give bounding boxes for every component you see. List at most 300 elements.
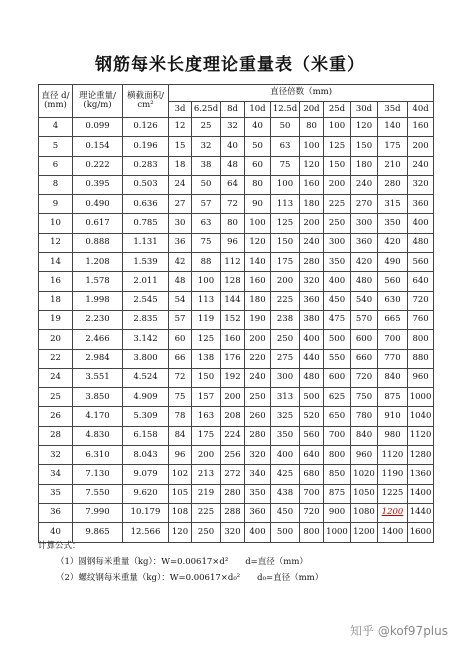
table-cell: 650: [324, 407, 351, 426]
table-cell: 32: [192, 137, 221, 156]
table-cell: 38: [192, 156, 221, 175]
table-cell: 6: [39, 156, 73, 175]
table-cell: 100: [192, 272, 221, 291]
table-cell: 160: [408, 118, 434, 137]
table-cell: 1200: [378, 503, 408, 522]
table-cell: 2.984: [73, 349, 123, 368]
table-cell: 475: [324, 310, 351, 329]
table-cell: 34: [39, 465, 73, 484]
table-cell: 160: [221, 330, 245, 349]
table-cell: 880: [408, 349, 434, 368]
table-cell: 380: [300, 310, 324, 329]
table-cell: 160: [245, 272, 271, 291]
table-cell: 80: [300, 118, 324, 137]
table-cell: 152: [221, 310, 245, 329]
table-cell: 102: [169, 465, 192, 484]
table-cell: 275: [271, 349, 300, 368]
table-cell: 840: [378, 368, 408, 387]
table-cell: 12: [39, 233, 73, 252]
table-cell: 560: [408, 253, 434, 272]
table-cell: 875: [324, 484, 351, 503]
table-cell: 600: [351, 330, 378, 349]
table-cell: 570: [351, 310, 378, 329]
table-row: [39, 175, 434, 194]
table-cell: 113: [271, 195, 300, 214]
table-cell: 63: [271, 137, 300, 156]
table-cell: 250: [245, 388, 271, 407]
table-cell: 2.545: [123, 291, 169, 310]
header-multiple-col: 40d: [408, 102, 434, 118]
table-cell: 350: [324, 253, 351, 272]
header-area: 横截面积/ cm²: [123, 85, 169, 118]
table-cell: 208: [221, 407, 245, 426]
table-cell: 0.888: [73, 233, 123, 252]
table-cell: 75: [192, 233, 221, 252]
table-cell: 54: [169, 291, 192, 310]
header-multiple-col: 20d: [300, 102, 324, 118]
table-cell: 1400: [408, 484, 434, 503]
table-row: [39, 407, 434, 426]
table-row: [39, 426, 434, 445]
table-cell: 50: [245, 137, 271, 156]
table-cell: 3.142: [123, 330, 169, 349]
table-cell: 300: [324, 233, 351, 252]
table-cell: 480: [408, 233, 434, 252]
table-cell: 200: [324, 175, 351, 194]
table-cell: 400: [245, 523, 271, 542]
table-cell: 163: [192, 407, 221, 426]
header-diameter: 直径 d/ (mm): [39, 85, 73, 118]
table-cell: 35: [39, 484, 73, 503]
table-cell: 8.043: [123, 446, 169, 465]
table-cell: 0.283: [123, 156, 169, 175]
table-cell: 665: [378, 310, 408, 329]
table-row: [39, 195, 434, 214]
table-cell: 175: [378, 137, 408, 156]
table-cell: 7.990: [73, 503, 123, 522]
table-cell: 1120: [378, 446, 408, 465]
table-cell: 250: [324, 214, 351, 233]
table-cell: 1280: [408, 446, 434, 465]
table-cell: 119: [192, 310, 221, 329]
table-cell: 72: [169, 368, 192, 387]
table-row: [39, 253, 434, 272]
table-cell: 320: [300, 272, 324, 291]
table-row: [39, 214, 434, 233]
table-cell: 113: [192, 291, 221, 310]
table-cell: 50: [192, 175, 221, 194]
table-cell: 238: [271, 310, 300, 329]
table-cell: 9.079: [123, 465, 169, 484]
table-cell: 315: [378, 195, 408, 214]
table-cell: 320: [245, 446, 271, 465]
table-cell: 320: [221, 523, 245, 542]
table-cell: 3.551: [73, 368, 123, 387]
header-weight: 理论重量/ (kg/m): [73, 85, 123, 118]
table-cell: 219: [192, 484, 221, 503]
table-cell: 80: [221, 214, 245, 233]
table-cell: 0.196: [123, 137, 169, 156]
table-cell: 32: [39, 446, 73, 465]
table-cell: 8: [39, 175, 73, 194]
table-cell: 3.800: [123, 349, 169, 368]
table-cell: 175: [271, 253, 300, 272]
table-cell: 40: [39, 523, 73, 542]
table-cell: 57: [169, 310, 192, 329]
table-row: [39, 388, 434, 407]
table-cell: 0.785: [123, 214, 169, 233]
table-cell: 300: [351, 214, 378, 233]
table-cell: 660: [351, 349, 378, 368]
table-cell: 780: [351, 407, 378, 426]
table-cell: 0.154: [73, 137, 123, 156]
table-cell: 480: [300, 368, 324, 387]
table-cell: 325: [271, 407, 300, 426]
table-cell: 7.130: [73, 465, 123, 484]
table-cell: 240: [408, 156, 434, 175]
table-cell: 1000: [408, 388, 434, 407]
table-cell: 260: [245, 407, 271, 426]
table-cell: 9.865: [73, 523, 123, 542]
table-cell: 200: [271, 272, 300, 291]
table-cell: 350: [378, 214, 408, 233]
table-cell: 88: [192, 253, 221, 272]
table-cell: 6.310: [73, 446, 123, 465]
table-cell: 26: [39, 407, 73, 426]
table-cell: 48: [221, 156, 245, 175]
table-cell: 19: [39, 310, 73, 329]
table-cell: 280: [300, 253, 324, 272]
table-cell: 128: [221, 272, 245, 291]
table-cell: 1600: [408, 523, 434, 542]
table-cell: 240: [245, 368, 271, 387]
table-cell: 140: [245, 253, 271, 272]
table-cell: 4.830: [73, 426, 123, 445]
table-cell: 25: [39, 388, 73, 407]
table-cell: 66: [169, 349, 192, 368]
table-cell: 125: [271, 214, 300, 233]
table-cell: 60: [245, 156, 271, 175]
table-cell: 500: [271, 523, 300, 542]
header-multiple-col: 35d: [378, 102, 408, 118]
table-cell: 625: [324, 388, 351, 407]
table-cell: 27: [169, 195, 192, 214]
table-cell: 300: [271, 368, 300, 387]
table-cell: 213: [192, 465, 221, 484]
table-cell: 18: [169, 156, 192, 175]
table-cell: 700: [300, 484, 324, 503]
table-cell: 560: [378, 272, 408, 291]
table-cell: 600: [324, 368, 351, 387]
table-cell: 750: [351, 388, 378, 407]
table-cell: 440: [300, 349, 324, 368]
table-cell: 24: [169, 175, 192, 194]
table-cell: 220: [245, 349, 271, 368]
header-multiple-col: 30d: [351, 102, 378, 118]
table-cell: 360: [408, 195, 434, 214]
table-cell: 560: [300, 426, 324, 445]
table-cell: 180: [351, 156, 378, 175]
table-cell: 438: [271, 484, 300, 503]
table-cell: 90: [245, 195, 271, 214]
table-cell: 272: [221, 465, 245, 484]
table-cell: 125: [324, 137, 351, 156]
table-row: [39, 233, 434, 252]
table-cell: 280: [221, 484, 245, 503]
table-cell: 100: [324, 118, 351, 137]
table-cell: 350: [271, 426, 300, 445]
table-cell: 1.539: [123, 253, 169, 272]
table-cell: 42: [169, 253, 192, 272]
table-cell: 100: [271, 175, 300, 194]
table-cell: 105: [169, 484, 192, 503]
table-cell: 425: [271, 465, 300, 484]
table-cell: 450: [324, 291, 351, 310]
table-cell: 10.179: [123, 503, 169, 522]
table-cell: 960: [408, 368, 434, 387]
table-cell: 100: [245, 214, 271, 233]
table-cell: 6.158: [123, 426, 169, 445]
table-cell: 10: [39, 214, 73, 233]
table-row: [39, 484, 434, 503]
table-cell: 360: [351, 233, 378, 252]
table-cell: 760: [408, 310, 434, 329]
table-cell: 176: [221, 349, 245, 368]
table-cell: 1200: [351, 523, 378, 542]
table-cell: 160: [300, 175, 324, 194]
table-row: [39, 272, 434, 291]
table-cell: 350: [245, 484, 271, 503]
table-cell: 1050: [351, 484, 378, 503]
table-cell: 157: [192, 388, 221, 407]
table-cell: 18: [39, 291, 73, 310]
table-cell: 240: [300, 233, 324, 252]
table-cell: 540: [351, 291, 378, 310]
table-row: [39, 503, 434, 522]
table-cell: 840: [351, 426, 378, 445]
table-cell: 720: [408, 291, 434, 310]
table-cell: 7.550: [73, 484, 123, 503]
table-cell: 50: [271, 118, 300, 137]
table-cell: 0.636: [123, 195, 169, 214]
table-cell: 180: [245, 291, 271, 310]
header-multiple-col: 8d: [221, 102, 245, 118]
table-cell: 14: [39, 253, 73, 272]
table-cell: 57: [192, 195, 221, 214]
table-row: [39, 118, 434, 137]
table-cell: 12.566: [123, 523, 169, 542]
table-cell: 720: [351, 368, 378, 387]
formula-block: [38, 538, 323, 586]
table-cell: 36: [39, 503, 73, 522]
table-cell: 4.170: [73, 407, 123, 426]
table-cell: 150: [271, 233, 300, 252]
table-cell: 420: [351, 253, 378, 272]
table-cell: 0.126: [123, 118, 169, 137]
table-cell: 80: [245, 175, 271, 194]
table-cell: 108: [169, 503, 192, 522]
table-cell: 313: [271, 388, 300, 407]
table-row: [39, 291, 434, 310]
table-cell: 800: [300, 523, 324, 542]
table-cell: 280: [378, 175, 408, 194]
table-cell: 490: [378, 253, 408, 272]
table-cell: 192: [221, 368, 245, 387]
table-cell: 63: [192, 214, 221, 233]
table-cell: 400: [408, 214, 434, 233]
table-row: [39, 137, 434, 156]
table-cell: 225: [271, 291, 300, 310]
header-multiple-col: 10d: [245, 102, 271, 118]
table-cell: 28: [39, 426, 73, 445]
table-cell: 150: [351, 137, 378, 156]
table-cell: 180: [300, 195, 324, 214]
table-cell: 550: [324, 349, 351, 368]
table-cell: 225: [324, 195, 351, 214]
table-cell: 210: [378, 156, 408, 175]
table-cell: 40: [221, 137, 245, 156]
table-cell: 120: [300, 156, 324, 175]
header-multiple-col: 6.25d: [192, 102, 221, 118]
table-cell: 1225: [378, 484, 408, 503]
table-cell: 175: [192, 426, 221, 445]
table-cell: 700: [378, 330, 408, 349]
table-cell: 770: [378, 349, 408, 368]
table-cell: 360: [245, 503, 271, 522]
table-cell: 15: [169, 137, 192, 156]
table-cell: 22: [39, 349, 73, 368]
table-cell: 1.131: [123, 233, 169, 252]
rebar-weight-table: [38, 84, 434, 543]
table-cell: 800: [408, 330, 434, 349]
header-multiple-col: 25d: [324, 102, 351, 118]
table-cell: 640: [300, 446, 324, 465]
table-cell: 400: [300, 330, 324, 349]
table-cell: 910: [378, 407, 408, 426]
table-cell: 240: [351, 175, 378, 194]
table-cell: 720: [300, 503, 324, 522]
table-cell: 1120: [408, 426, 434, 445]
table-cell: 400: [271, 446, 300, 465]
table-cell: 850: [324, 465, 351, 484]
table-cell: 270: [351, 195, 378, 214]
table-cell: 20: [39, 330, 73, 349]
table-cell: 1190: [378, 465, 408, 484]
table-cell: 340: [245, 465, 271, 484]
table-cell: 190: [245, 310, 271, 329]
table-cell: 84: [169, 426, 192, 445]
table-cell: 320: [408, 175, 434, 194]
table-cell: 140: [378, 118, 408, 137]
table-cell: 2.011: [123, 272, 169, 291]
table-cell: 4: [39, 118, 73, 137]
table-cell: 256: [221, 446, 245, 465]
table-cell: 200: [221, 388, 245, 407]
table-cell: 60: [169, 330, 192, 349]
table-cell: 500: [324, 330, 351, 349]
table-cell: 875: [378, 388, 408, 407]
table-cell: 0.099: [73, 118, 123, 137]
table-cell: 960: [351, 446, 378, 465]
table-cell: 120: [169, 523, 192, 542]
table-cell: 1020: [351, 465, 378, 484]
table-row: [39, 330, 434, 349]
header-multiples: 直径倍数（mm): [169, 85, 434, 102]
table-cell: 48: [169, 272, 192, 291]
header-multiple-col: 3d: [169, 102, 192, 118]
table-cell: 30: [169, 214, 192, 233]
table-cell: 0.222: [73, 156, 123, 175]
table-cell: 1.208: [73, 253, 123, 272]
table-cell: 75: [169, 388, 192, 407]
table-cell: 700: [324, 426, 351, 445]
table-cell: 900: [324, 503, 351, 522]
table-cell: 5.309: [123, 407, 169, 426]
table-cell: 1400: [378, 523, 408, 542]
table-cell: 0.617: [73, 214, 123, 233]
table-cell: 420: [378, 233, 408, 252]
table-cell: 200: [408, 137, 434, 156]
table-cell: 1.578: [73, 272, 123, 291]
table-cell: 200: [245, 330, 271, 349]
table-cell: 150: [324, 156, 351, 175]
table-cell: 225: [192, 503, 221, 522]
table-cell: 2.466: [73, 330, 123, 349]
table-cell: 1.998: [73, 291, 123, 310]
table-cell: 1440: [408, 503, 434, 522]
table-cell: 2.230: [73, 310, 123, 329]
table-cell: 480: [351, 272, 378, 291]
table-cell: 100: [300, 137, 324, 156]
table-row: [39, 446, 434, 465]
table-cell: 0.490: [73, 195, 123, 214]
table-cell: 288: [221, 503, 245, 522]
table-cell: 125: [192, 330, 221, 349]
table-cell: 4.524: [123, 368, 169, 387]
table-cell: 25: [192, 118, 221, 137]
table-cell: 500: [300, 388, 324, 407]
table-cell: 75: [271, 156, 300, 175]
table-cell: 78: [169, 407, 192, 426]
table-cell: 980: [378, 426, 408, 445]
table-row: [39, 349, 434, 368]
table-cell: 5: [39, 137, 73, 156]
table-cell: 16: [39, 272, 73, 291]
table-cell: 3.850: [73, 388, 123, 407]
table-cell: 36: [169, 233, 192, 252]
table-cell: 800: [324, 446, 351, 465]
table-cell: 0.395: [73, 175, 123, 194]
table-cell: 1040: [408, 407, 434, 426]
table-cell: 400: [324, 272, 351, 291]
table-cell: 144: [221, 291, 245, 310]
table-cell: 40: [245, 118, 271, 137]
table-cell: 12: [169, 118, 192, 137]
table-cell: 200: [300, 214, 324, 233]
table-cell: 360: [300, 291, 324, 310]
header-multiple-col: 12.5d: [271, 102, 300, 118]
table-cell: 250: [192, 523, 221, 542]
table-cell: 450: [271, 503, 300, 522]
table-cell: 680: [300, 465, 324, 484]
table-cell: 120: [351, 118, 378, 137]
table-cell: 150: [192, 368, 221, 387]
table-cell: 1000: [324, 523, 351, 542]
formula-title: 计算公式：: [38, 541, 81, 551]
table-row: [39, 156, 434, 175]
table-cell: 1080: [351, 503, 378, 522]
formula-round-steel: （1）圆钢每米重量（kg）：W=0.00617×d² d=直径（mm）: [56, 557, 308, 567]
